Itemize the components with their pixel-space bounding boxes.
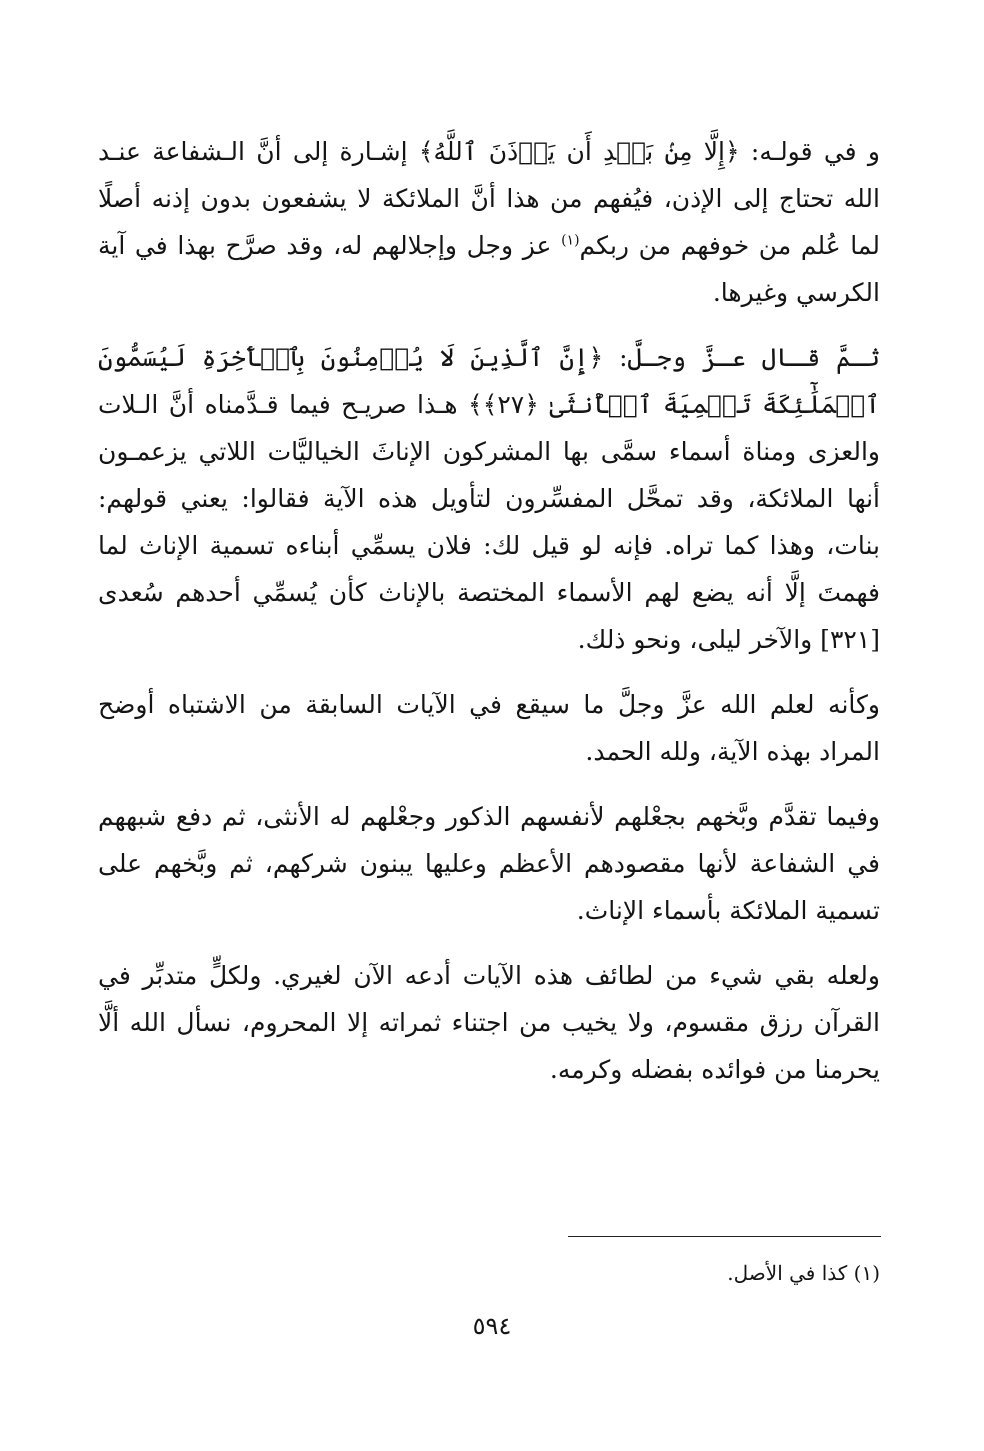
paragraph-5: ولعله بقي شيء من لطائف هذه الآيات أدعه الآن لغيري. ولكلٍّ متدبِّر في القرآن رزق مقسوم، ولا يخيب من اجتناء ثمراته إلا المحروم، نسأل الله ألَّا يحرمنا من فوائده بفضله وكرمه. [98,961,880,1084]
paragraph-2: ثـمَّ قـال عـزَّ وجـلَّ: ﴿إِنَّ ٱلَّذِينَ لَا يُؤۡمِنُونَ بِٱلۡأٓخِرَةِ لَيُسَمُّونَ ٱلۡمَلَٰٓئِكَةَ تَسۡمِيَةَ ٱلۡأُنثَىٰ ﴿٢٧﴾﴾ هـذا صريـح فيما قـدَّمناه أنَّ الـلات والعزى ومناة أسماء سمَّى بها المشركون الإناثَ الخياليَّات اللاتي يزعمـون أنها الملائكة، وقد تمحَّل المفسِّرون لتأويل هذه الآية فقالوا: يعني قولهم: بنات، وهذا كما تراه. فإنه لو قيل لك: فلان يسمِّي أبناءه تسمية الإناث لما فهمتَ إلَّا أنه يضع لهم الأسماء المختصة بالإناث كأن يُسمِّي أحدهم سُعدى [٣٢١] والآخر ليلى، ونحو ذلك. [98,343,880,654]
footnote-divider [568,1236,881,1237]
paragraph-3: وكأنه لعلم الله عزَّ وجلَّ ما سيقع في الآيات السابقة من الاشتباه أوضح المراد بهذه الآية، ولله الحمد. [98,690,880,766]
paragraph-1 [98,128,880,316]
paragraph-4: وفيما تقدَّم وبَّخهم بجعْلهم لأنفسهم الذكور وجعْلهم له الأنثى، ثم دفع شبههم في الشفاعة لأنها مقصودهم الأعظم وعليها يبنون شركهم، ثم وبَّخهم على تسمية الملائكة بأسماء الإناث. [98,802,880,925]
paragraph-1-text-cont: عز وجل وإجلالهم له، وقد صرَّح بهذا في آية الكرسي وغيرها. [98,231,880,307]
body-text [98,128,880,1093]
footnote: (١) كذا في الأصل. [727,1261,880,1285]
footnote-marker: (١) [561,232,580,249]
paragraph-1-text: و في قولـه: ﴿إِلَّا مِنۢ بَعۡدِ أَن يَأۡذَنَ ٱللَّهُ﴾ إشـارة إلى أنَّ الـشفاعة عنـد الله تحتاج إلى الإذن، فيُفهم من هذا أنَّ الملائكة لا يشفعون بدون إذنه أصلًا لما عُلم من خوفهم من ربكم [98,137,880,260]
page-number: ٥٩٤ [472,1312,512,1340]
